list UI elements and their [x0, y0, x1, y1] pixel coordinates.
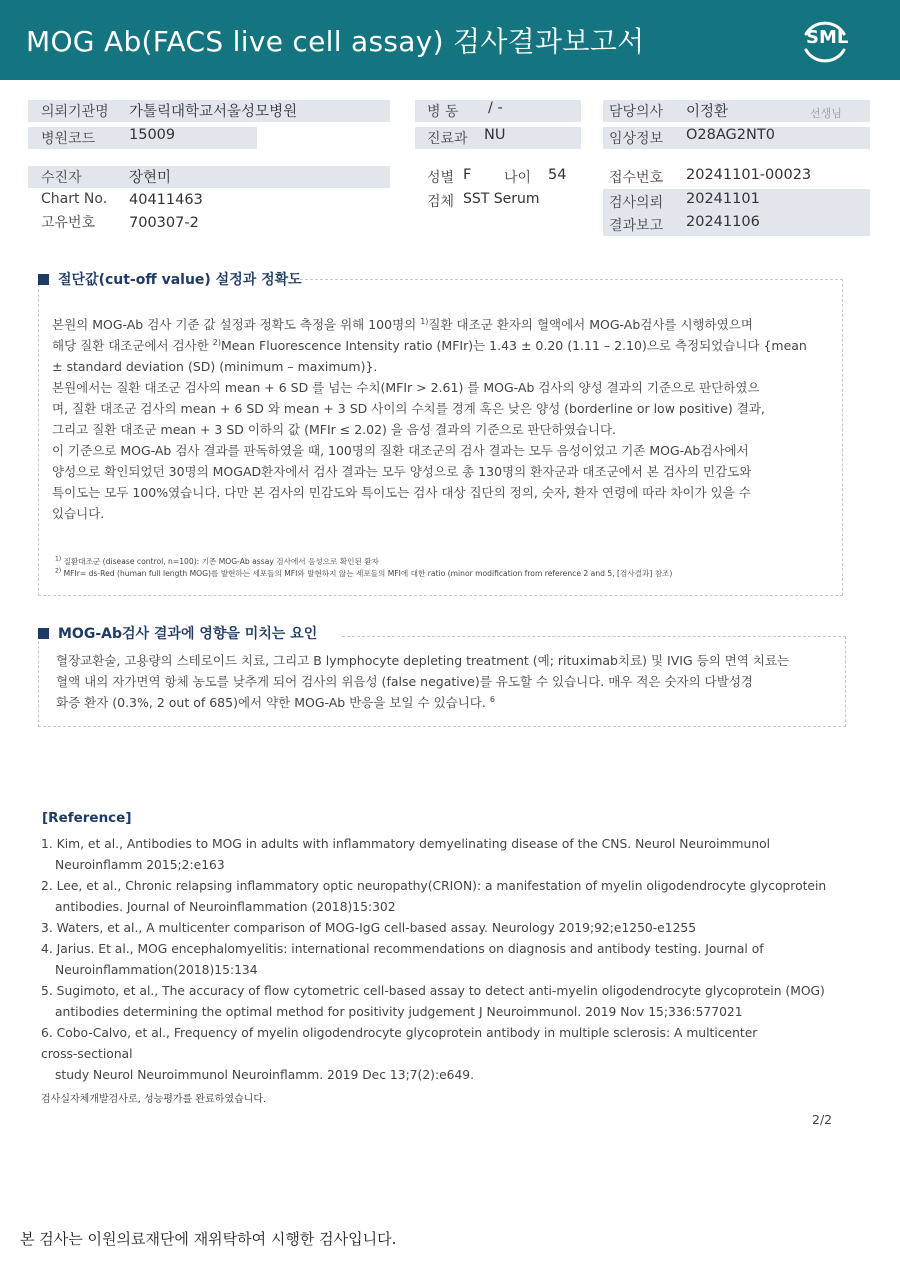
patient-row: [28, 166, 390, 188]
chart-value: 40411463: [129, 192, 203, 208]
reference-line: 2. Lee, et al., Chronic relapsing inflammatory optic neuropathy(CRION): a manifestation of myelin oligodendrocyte glycoprotein: [41, 879, 827, 893]
reference-line: study Neurol Neuroimmunol Neuroinflamm. 2019 Dec 13;7(2):e649.: [55, 1068, 475, 1082]
page-number: 2/2: [812, 1112, 833, 1127]
section1-head-line: [300, 279, 843, 280]
section1-paragraph: [52, 314, 832, 524]
reference-title: [Reference]: [42, 810, 132, 826]
report-header: [0, 0, 900, 80]
report-title: MOG Ab(FACS live cell assay) 검사결과보고서: [26, 25, 645, 58]
para-line: 화증 환자 (0.3%, 2 out of 685)에서 약한 MOG-Ab 반응을 보일 수 있습니다. $^6$: [56, 694, 495, 710]
footnote-2: $^{2)}$ MFIr= ds-Red (human full length MOG)를 발현하는 세포들의 MFI와 발현하지 않는 세포들의 MFI에 대한 ratio (minor modification from reference 2 and 5, [검사결과] 참조): [55, 567, 673, 578]
age-label: 나이: [504, 170, 532, 186]
institution-value: 가톨릭대학교서울성모병원: [129, 104, 298, 120]
doctor-value: 이정환: [686, 104, 729, 120]
clinical-value: O28AG2NT0: [686, 127, 775, 143]
para-line: 이 기준으로 MOG-Ab 검사 결과를 판독하였을 때, 100명의 질환 대조군의 검사 결과는 모두 음성이었고 기존 MOG-Ab검사에서: [52, 443, 749, 458]
footnote-1: $^{1)}$ 질환대조군 (disease control, n=100): 기존 MOG-Ab assay 검사에서 음성으로 확인된 환자: [55, 555, 379, 566]
sex-value: F: [463, 167, 472, 183]
unique-label: 고유번호: [41, 215, 96, 231]
para-line: 그리고 질환 대조군 mean + 3 SD 이하의 값 (MFIr ≤ 2.02) 을 음성 결과의 기준으로 판단하였습니다.: [52, 422, 617, 437]
reference-line: 4. Jarius. Et al., MOG encephalomyelitis: international recommendations on diagnosis and antibody testing. Journal of: [41, 942, 764, 956]
sex-label: 성별: [427, 170, 455, 186]
logo-text: SML: [806, 27, 849, 48]
report-label: 결과보고: [609, 218, 664, 234]
reference-line: 3. Waters, et al., A multicenter comparison of MOG-IgG cell-based assay. Neurology 2019;92;e1250-e1255: [41, 921, 697, 935]
specimen-label: 검체: [427, 194, 455, 210]
dept-value: NU: [484, 127, 506, 143]
age-value: 54: [548, 167, 567, 183]
unique-value: 700307-2: [129, 215, 199, 231]
para-line: 혈액 내의 자가면역 항체 농도를 낮추게 되어 검사의 위음성 (false negative)를 유도할 수 있습니다. 매우 적은 숫자의 다발성경: [56, 674, 753, 689]
reference-line: Neuroinflammation(2018)15:134: [55, 963, 258, 977]
section2-title: MOG-Ab검사 결과에 영향을 미치는 요인: [58, 626, 318, 642]
para-line: 본원의 MOG-Ab 검사 기준 값 설정과 정확도 측정을 위해 100명의 $^{1)}$질환 대조군 환자의 혈액에서 MOG-Ab검사를 시행하였으며: [52, 316, 753, 332]
para-line: 며, 질환 대조군 검사의 mean + 6 SD 와 mean + 3 SD 사이의 수치를 경계 혹은 낮은 양성 (borderline or low positive) 결과,: [52, 401, 765, 416]
square-bullet-icon: [38, 628, 49, 639]
report-value: 20241106: [686, 214, 760, 230]
reference-line: cross-sectional: [41, 1047, 133, 1061]
chart-label: Chart No.: [41, 191, 108, 207]
reference-line: Neuroinflamm 2015;2:e163: [55, 858, 225, 872]
reference-line: 5. Sugimoto, et al., The accuracy of flow cytometric cell-based assay to detect anti-myelin oligodendrocyte glycoprotein (MOG): [41, 984, 825, 998]
reference-list: [41, 834, 841, 1086]
ward-label: 병 동: [427, 104, 459, 120]
dept-label: 진료과: [427, 131, 468, 147]
patient-value: 장현미: [129, 170, 172, 186]
validation-note: 검사실자체개발검사로, 성능평가를 완료하였습니다.: [41, 1094, 267, 1105]
specimen-value: SST Serum: [463, 191, 540, 207]
section1-title: 절단값(cut-off value) 설정과 정확도: [58, 272, 302, 288]
section2-head-line: [342, 636, 846, 637]
section1-heading: [38, 269, 302, 289]
reference-line: 6. Cobo-Calvo, et al., Frequency of myelin oligodendrocyte glycoprotein antibody in multiple sclerosis: A multicenter: [41, 1026, 758, 1040]
section2-paragraph: [56, 650, 836, 713]
para-line: 있습니다.: [52, 506, 105, 521]
reference-line: 1. Kim, et al., Antibodies to MOG in adults with inflammatory demyelinating disease of the CNS. Neurol Neuroimmunol: [41, 837, 771, 851]
doctor-suffix: 선생님: [810, 107, 842, 120]
request-label: 검사의뢰: [609, 195, 664, 211]
square-bullet-icon: [38, 274, 49, 285]
para-line: 혈장교환술, 고용량의 스테로이드 치료, 그리고 B lymphocyte depleting treatment (예; rituximab치료) 및 IVIG 등의 면역 치료는: [56, 653, 790, 668]
clinical-label: 임상정보: [609, 131, 664, 147]
reference-line: antibodies determining the optimal method for positivity judgement J Neuroimmunol. 2019 Nov 15;336:577021: [55, 1005, 743, 1019]
ward-value: / -: [488, 100, 503, 116]
para-line: ± standard deviation (SD) (minimum – maximum)}.: [52, 359, 378, 374]
reference-line: antibodies. Journal of Neuroinflammation (2018)15:302: [55, 900, 396, 914]
para-line: 양성으로 확인되었던 30명의 MOGAD환자에서 검사 결과는 모두 양성으로 총 130명의 환자군과 대조군에서 본 검사의 민감도와: [52, 464, 752, 479]
hospital-code-value: 15009: [129, 127, 176, 143]
para-line: 본원에서는 질환 대조군 검사의 mean + 6 SD 를 넘는 수치(MFIr > 2.61) 를 MOG-Ab 검사의 양성 결과의 기준으로 판단하였으: [52, 380, 760, 395]
para-line: 해당 질환 대조군에서 검사한 $^{2)}$Mean Fluorescence Intensity ratio (MFIr)는 1.43 ± 0.20 (1.11 – 2.10)으로 측정되었습니다 {mean: [52, 337, 807, 353]
hospital-code-label: 병원코드: [41, 131, 96, 147]
section2-heading: [38, 623, 317, 643]
patient-label: 수진자: [41, 170, 82, 186]
institution-label: 의뢰기관명: [41, 104, 109, 120]
doctor-label: 담당의사: [609, 104, 664, 120]
receipt-label: 접수번호: [609, 170, 664, 186]
request-value: 20241101: [686, 191, 760, 207]
receipt-value: 20241101-00023: [686, 167, 812, 183]
bottom-note: 본 검사는 이원의료재단에 재위탁하여 시행한 검사입니다.: [20, 1230, 397, 1248]
para-line: 특이도는 모두 100%였습니다. 다만 본 검사의 민감도와 특이도는 검사 대상 집단의 정의, 숫자, 환자 연령에 따라 차이가 있을 수: [52, 485, 751, 500]
